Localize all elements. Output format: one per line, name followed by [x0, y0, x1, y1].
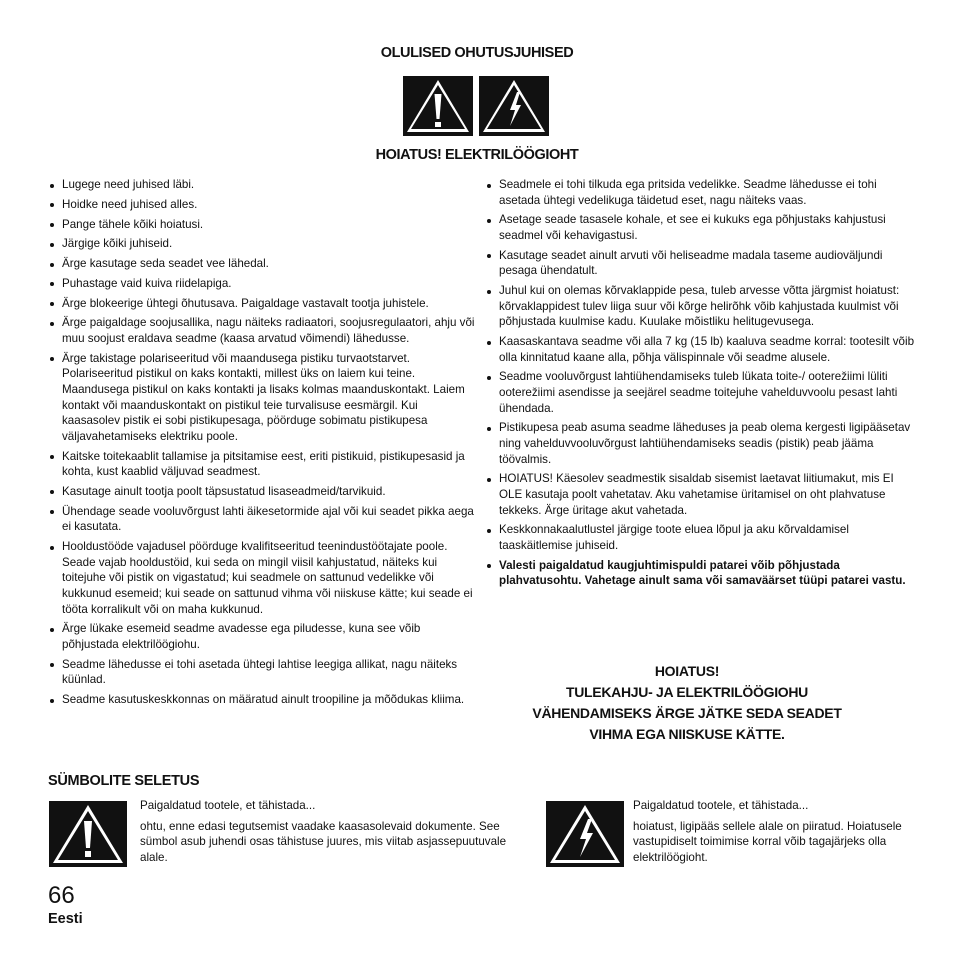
safety-instructions-list: [48, 177, 476, 708]
list-item: Ärge blokeerige ühtegi õhutusava. Paigaldage vastavalt tootja juhistele.: [48, 296, 476, 312]
right-column: [485, 177, 917, 593]
warning-line: TULEKAHJU- JA ELEKTRILÖÖGIOHU: [565, 684, 808, 700]
warning-exclamation-triangle-icon: [403, 76, 473, 136]
safety-instructions-list-continued: [485, 177, 917, 589]
battery-warning-item: Valesti paigaldatud kaugjuhtimispuldi patarei võib põhjustada plahvatusohtu. Vahetage ainult sama või samaväärset tüüpi patarei vastu.: [485, 558, 917, 589]
page-number: 66: [48, 882, 75, 909]
list-item: Hooldustööde vajadusel pöörduge kvalifitseeritud teenindustöötajate poole. Seade vajab hooldustöid, kui seda on mingil viisil kahjustatud, näiteks kui toitejuhe või pistik on vigastatud; kui seadmele on sattunud vedelikke või kukkunud esemeid; kui seade on sattunud vihma või niiskuse kätte; kui seade ei tööta korralikult või on maha kukkunud.: [48, 539, 476, 617]
list-item: Ärge kasutage seda seadet vee lähedal.: [48, 256, 476, 272]
section-subtitle: HOIATUS! ELEKTRILÖÖGIOHT: [375, 147, 579, 163]
warning-line: VIHMA EGA NIISKUSE KÄTTE.: [589, 726, 785, 742]
list-item: Kaitske toitekaablit tallamise ja pitsitamise eest, eriti pistikuid, pistikupesasid ja kohta, kust kaablid väljuvad seadmest.: [48, 449, 476, 480]
list-item: Asetage seade tasasele kohale, et see ei kukuks ega põhjustaks kahjustusi seadmel või kehavigastusi.: [485, 212, 917, 243]
warning-line: HOIATUS!: [654, 663, 720, 679]
list-item: Pange tähele kõiki hoiatusi.: [48, 217, 476, 233]
list-item: Juhul kui on olemas kõrvaklappide pesa, tuleb arvesse võtta järgmist hoiatust: kõrvaklappidest tulev liiga suur või kõrge helirõhk võib kahjustada kuulmist või põhjustada kuulmise kadu. Kuulake mõistliku helitugevusega.: [485, 283, 917, 330]
list-item: Järgige kõiki juhiseid.: [48, 236, 476, 252]
list-item: Seadme lähedusse ei tohi asetada ühtegi lahtise leegiga allikat, nagu näiteks küünlad.: [48, 657, 476, 688]
language-label: Eesti: [48, 911, 83, 927]
list-item: Seadme kasutuskeskkonnas on määratud ainult troopiline ja mõõdukas kliima.: [48, 692, 476, 708]
list-item: Kaasaskantava seadme või alla 7 kg (15 lb) kaaluva seadme korral: tootesilt võib olla kinnitatud kaane alla, põhja välispinnale või seadme alusele.: [485, 334, 917, 365]
list-item: Ärge lükake esemeid seadme avadesse ega piludesse, kuna see võib põhjustada elektrilöögiohu.: [48, 621, 476, 652]
list-item: Ühendage seade vooluvõrgust lahti äikesetormide ajal või kui seadet pikka aega ei kasutata.: [48, 504, 476, 535]
page-title: OLULISED OHUTUSJUHISED: [380, 45, 574, 61]
list-item: Kasutage seadet ainult arvuti või heliseadme madala taseme audioväljundi pesaga ühendatult.: [485, 248, 917, 279]
left-column: [48, 177, 476, 712]
electric-shock-lightning-triangle-icon: [546, 801, 624, 867]
symbol-description: hoiatust, ligipääs sellele alale on piiratud. Hoiatusele vastupidiselt toimimise korral võib tagajärjeks olla elektrilöögioht.: [633, 820, 902, 864]
list-item: Keskkonnakaalutlustel järgige toote eluea lõpul ja aku kõrvaldamisel taaskäitlemise juhiseid.: [485, 522, 917, 553]
list-item: Ärge paigaldage soojusallika, nagu näiteks radiaatori, soojusregulaatori, ahju või muu soojust eraldava seadme (kaasa arvatud võimendi) lähedusse.: [48, 315, 476, 346]
list-item: Seadme vooluvõrgust lahtiühendamiseks tuleb lükata toite-/ ooterežiimi lüliti ooterežiimi asendisse ja seejärel seadme toitejuhe vahelduvvoolu pesast lahti ühendada.: [485, 369, 917, 416]
list-item: Lugege need juhised läbi.: [48, 177, 476, 193]
list-item: HOIATUS! Käesolev seadmestik sisaldab sisemist laetavat liitiumakut, mis EI OLE kasutaja poolt vahetatav. Aku vahetamise üritamisel on oht plahvatuse tekkeks. Ärge üritage akut vahetada.: [485, 471, 917, 518]
symbol-explanation-lightning: [633, 798, 923, 871]
symbol-intro: Paigaldatud tootele, et tähistada...: [633, 799, 809, 812]
list-item: Pistikupesa peab asuma seadme läheduses ja peab olema kergesti ligipääsetav ning vahelduvvooluvõrgust lahtiühendamiseks seadis (pistik) peab jääma töövalmis.: [485, 420, 917, 467]
fire-shock-warning: [485, 661, 889, 745]
electric-shock-lightning-triangle-icon: [479, 76, 549, 136]
list-item: Puhastage vaid kuiva riidelapiga.: [48, 276, 476, 292]
list-item: Seadmele ei tohi tilkuda ega pritsida vedelikke. Seadme lähedusse ei tohi asetada ühtegi vedelikuga täidetud eset, nagu näiteks vaas.: [485, 177, 917, 208]
symbols-heading: SÜMBOLITE SELETUS: [48, 773, 200, 789]
list-item: Ärge takistage polariseeritud või maandusega pistiku turvaotstarvet. Polariseeritud pistikul on kaks kontakti, millest üks on laiem kui teine. Maandusega pistikul on kaks kontakti ja lisaks kolmas maanduskontakt. Laiem kontakt või maanduskontakt on pistikul teie turvalisuse eesmärgil. Kui kaasasolev pistik ei sobi pistikupesaga, pöörduge sobimatu pistikupesa väljavahetamiseks elektriku poole.: [48, 351, 476, 445]
warning-symbols-top: [403, 76, 551, 136]
symbol-description: ohtu, enne edasi tegutsemist vaadake kaasasolevaid dokumente. See sümbol asub juhendi osas tähistuse juures, mis viitab asjassepuutuvale alale.: [140, 820, 507, 864]
symbol-intro: Paigaldatud tootele, et tähistada...: [140, 799, 316, 812]
list-item: Kasutage ainult tootja poolt täpsustatud lisaseadmeid/tarvikuid.: [48, 484, 476, 500]
list-item: Hoidke need juhised alles.: [48, 197, 476, 213]
warning-line: VÄHENDAMISEKS ÄRGE JÄTKE SEDA SEADET: [532, 705, 842, 721]
warning-exclamation-triangle-icon: [49, 801, 127, 867]
symbol-explanation-exclamation: [140, 798, 520, 871]
